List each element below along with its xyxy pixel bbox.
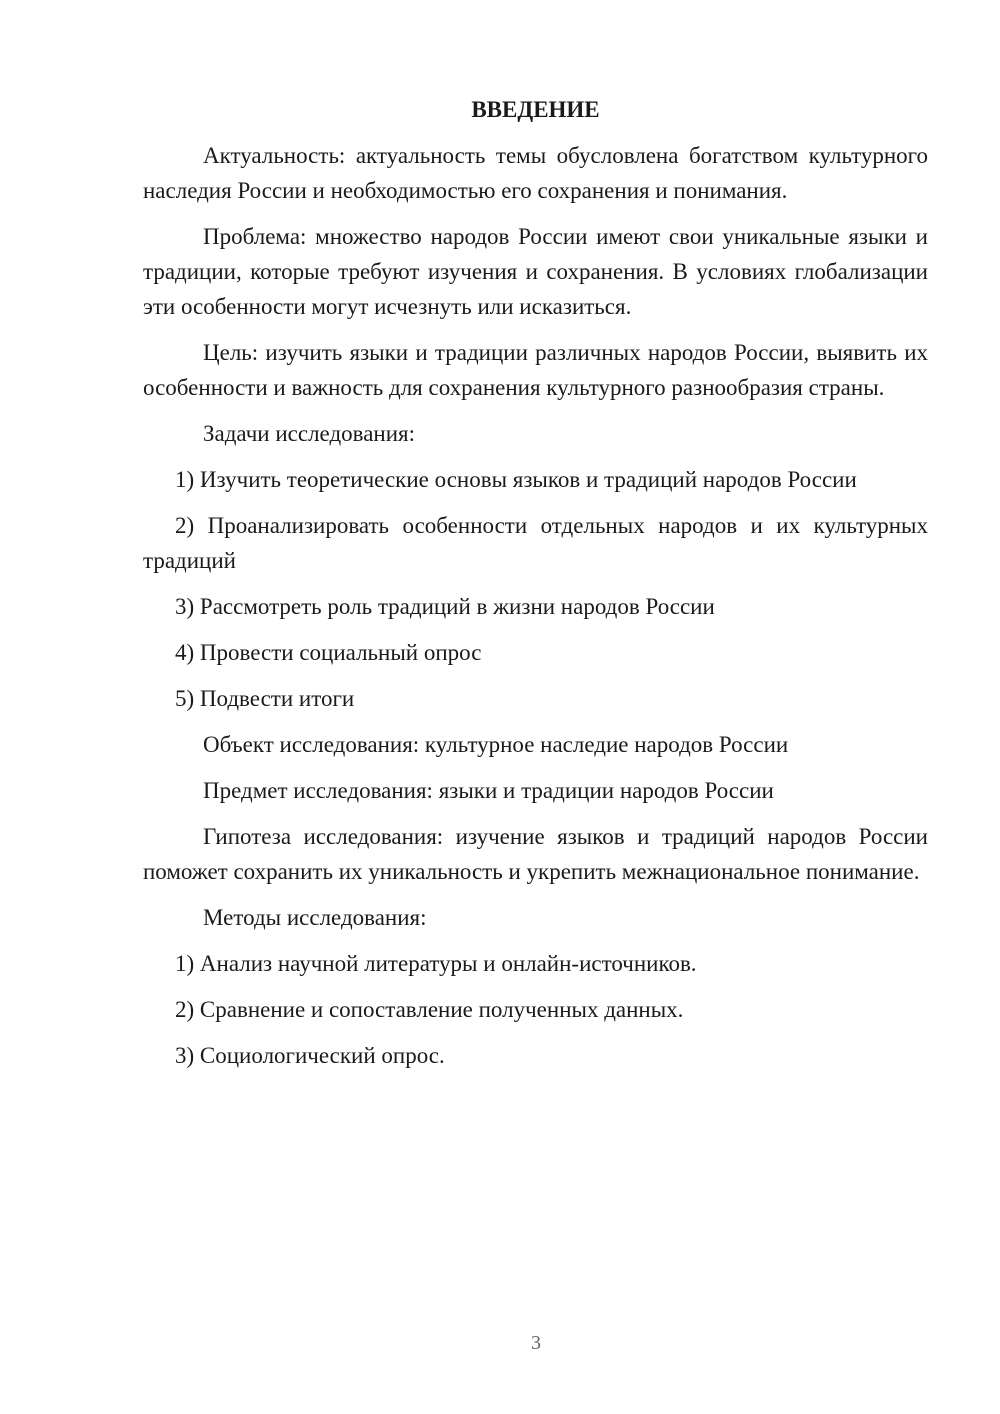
- hypothesis-paragraph: Гипотеза исследования: изучение языков и традиций народов России поможет сохранить их уникальность и укрепить межнациональное понимание.: [143, 824, 928, 884]
- method-item: 2) Сравнение и сопоставление полученных данных.: [175, 997, 684, 1022]
- tasks-heading: Задачи исследования:: [203, 421, 416, 446]
- goal-paragraph: Цель: изучить языки и традиции различных народов России, выявить их особенности и важность для сохранения культурного разнообразия страны.: [143, 340, 928, 400]
- task-item: 2) Проанализировать особенности отдельных народов и их культурных традиций: [143, 513, 928, 573]
- document-page: [143, 92, 928, 1084]
- task-item: 5) Подвести итоги: [175, 686, 355, 711]
- task-item: 1) Изучить теоретические основы языков и традиций народов России: [175, 467, 857, 492]
- relevance-paragraph: Актуальность: актуальность темы обусловлена богатством культурного наследия России и необходимостью его сохранения и понимания.: [143, 143, 928, 203]
- object-paragraph: Объект исследования: культурное наследие народов России: [203, 732, 789, 757]
- method-item: 3) Социологический опрос.: [175, 1043, 445, 1068]
- methods-heading: Методы исследования:: [203, 905, 427, 930]
- task-item: 3) Рассмотреть роль традиций в жизни народов России: [175, 594, 715, 619]
- problem-paragraph: Проблема: множество народов России имеют свои уникальные языки и традиции, которые требуют изучения и сохранения. В условиях глобализации эти особенности могут исчезнуть или исказиться.: [143, 224, 928, 319]
- subject-paragraph: Предмет исследования: языки и традиции народов России: [203, 778, 774, 803]
- page-number: 3: [531, 1332, 541, 1354]
- method-item: 1) Анализ научной литературы и онлайн-источников.: [175, 951, 697, 976]
- section-heading: ВВЕДЕНИЕ: [471, 97, 600, 122]
- task-item: 4) Провести социальный опрос: [175, 640, 482, 665]
